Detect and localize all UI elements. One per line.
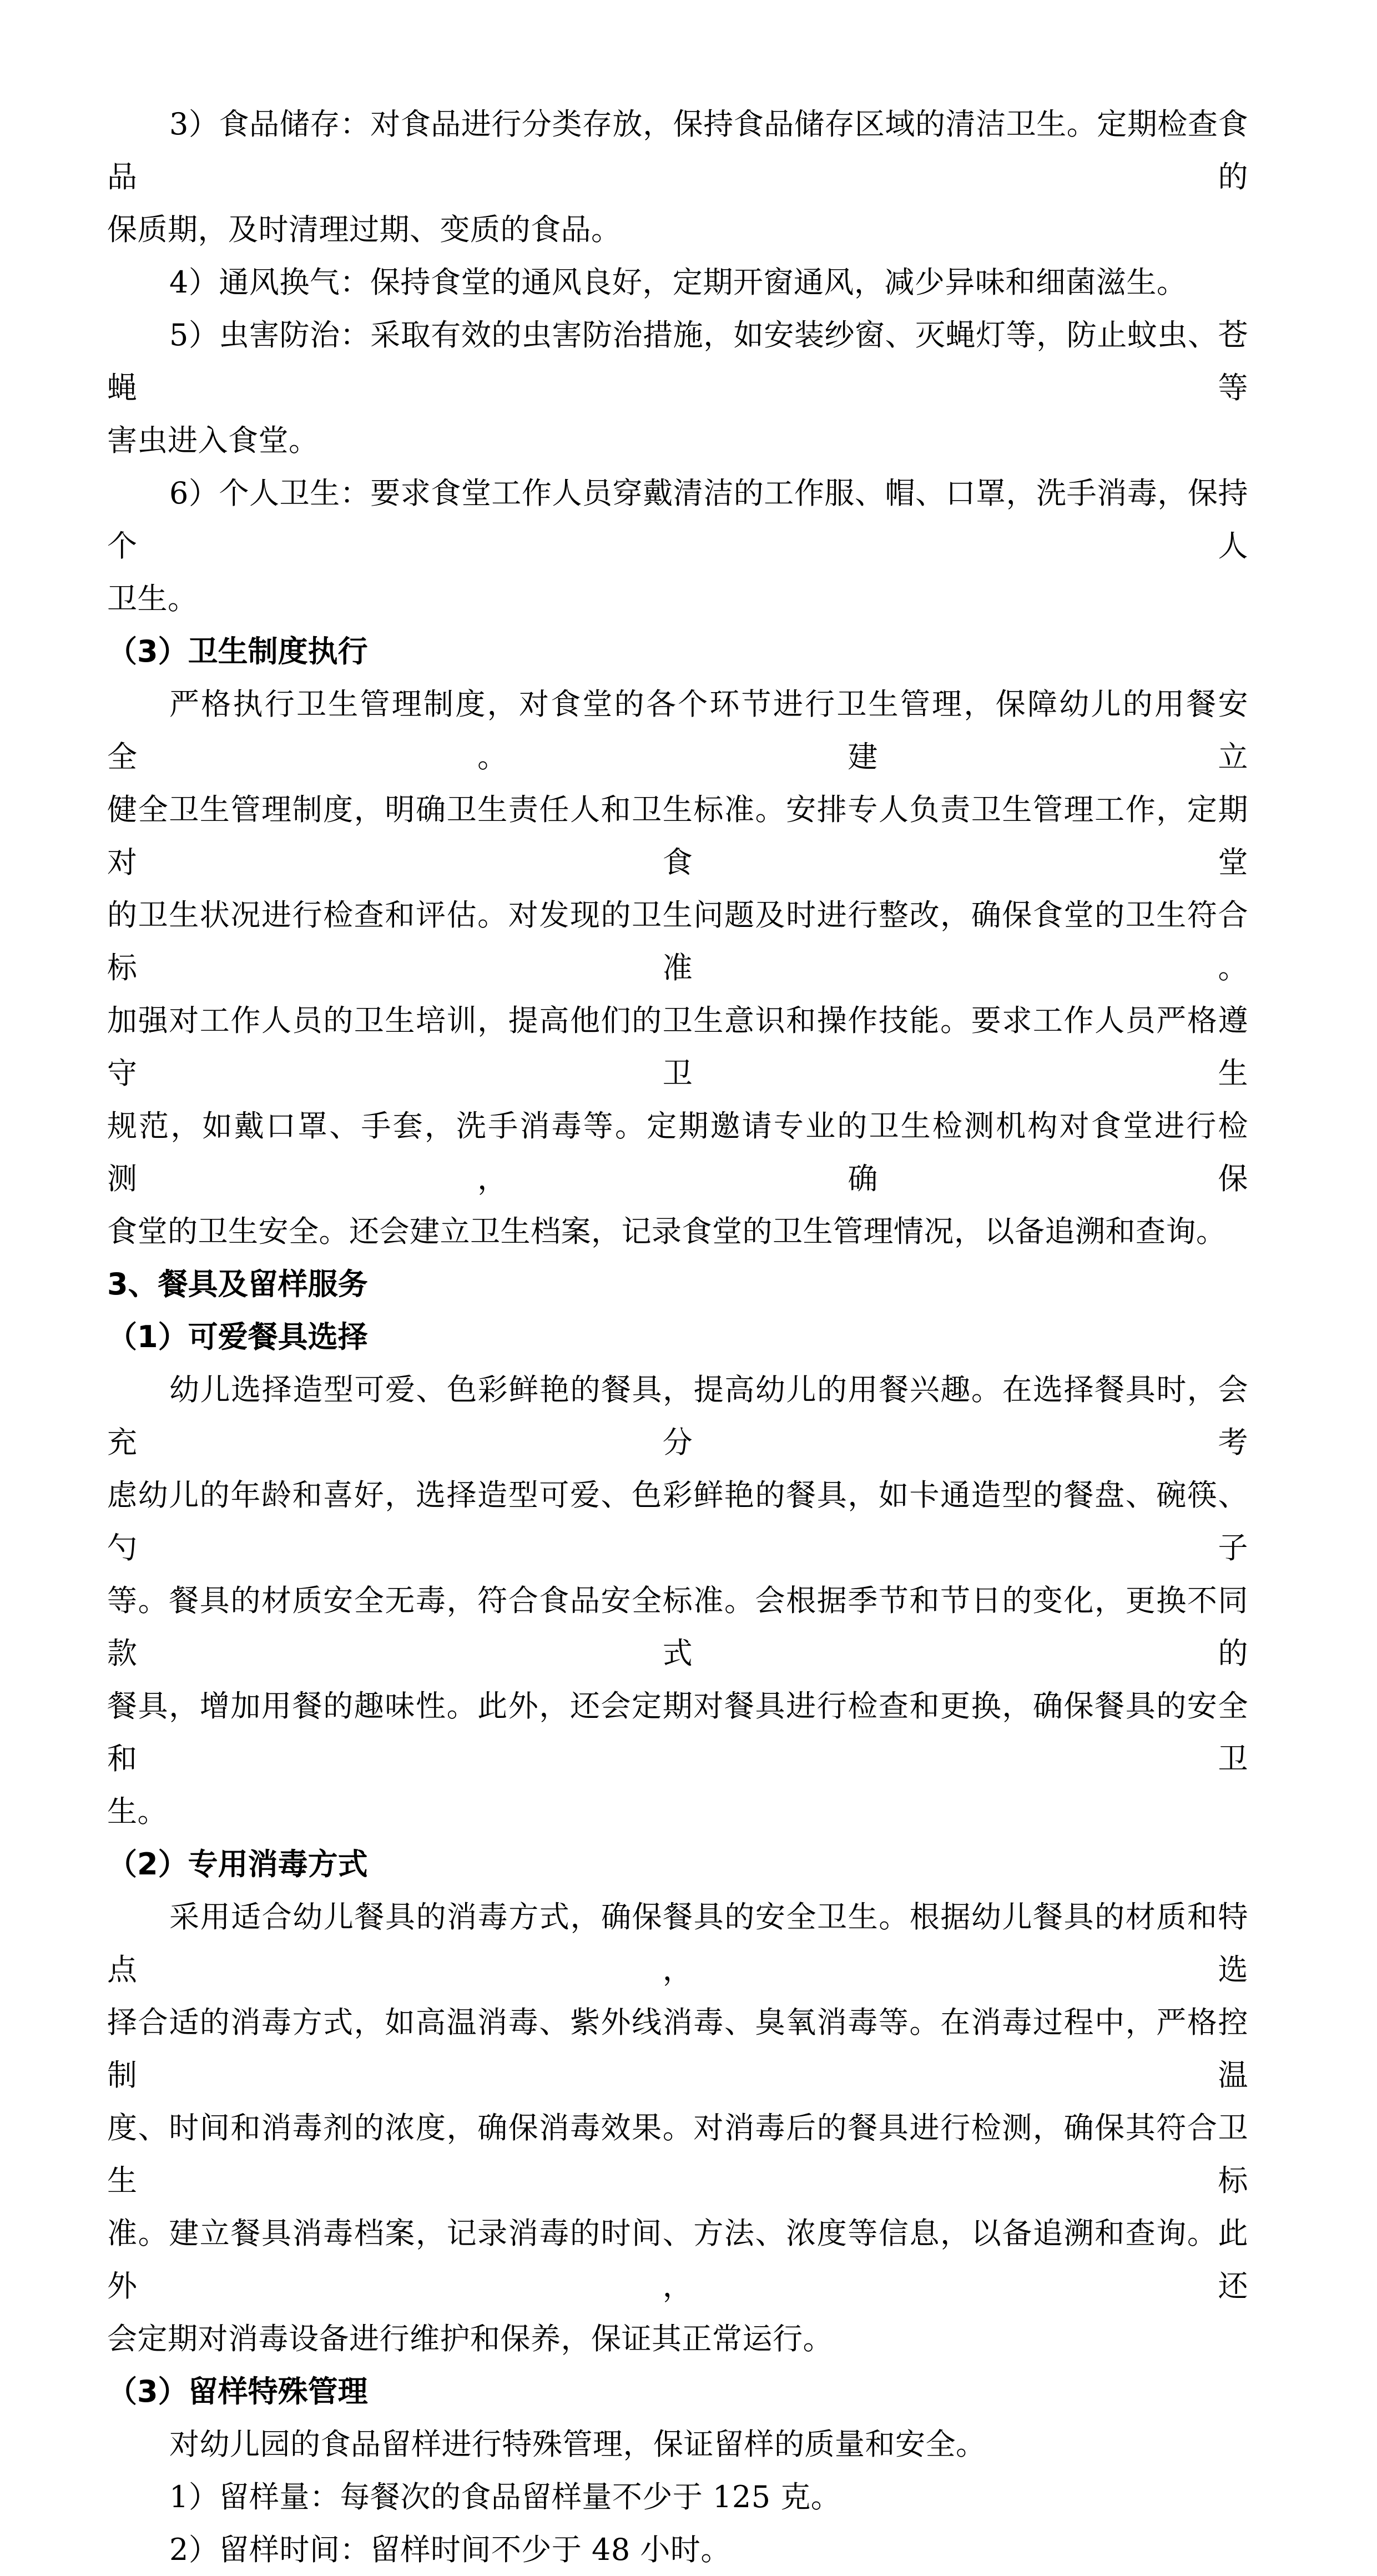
- paragraph-line: 生。: [107, 1794, 168, 1829]
- paragraph-line: 度、时间和消毒剂的浓度，确保消毒效果。对消毒后的餐具进行检测，确保其符合卫生标: [107, 2110, 1248, 2198]
- paragraph-line: 害虫进入食堂。: [107, 423, 319, 458]
- paragraph-line: 严格执行卫生管理制度，对食堂的各个环节进行卫生管理，保障幼儿的用餐安全。建立: [107, 687, 1248, 774]
- paragraph-line: 1）留样量：每餐次的食品留样量不少于 125 克。: [169, 2479, 841, 2514]
- paragraph-line: 保质期，及时清理过期、变质的食品。: [107, 212, 622, 247]
- paragraph-line: 6）个人卫生：要求食堂工作人员穿戴清洁的工作服、帽、口罩，洗手消毒，保持个人: [107, 476, 1248, 563]
- section-heading: （2）专用消毒方式: [107, 1847, 368, 1882]
- paragraph-line: 会定期对消毒设备进行维护和保养，保证其正常运行。: [107, 2321, 833, 2356]
- paragraph-line: 的卫生状况进行检查和评估。对发现的卫生问题及时进行整改，确保食堂的卫生符合标准。: [107, 898, 1248, 985]
- paragraph-line: 虑幼儿的年龄和喜好，选择造型可爱、色彩鲜艳的餐具，如卡通造型的餐盘、碗筷、勺子: [107, 1478, 1248, 1565]
- paragraph-line: 餐具，增加用餐的趣味性。此外，还会定期对餐具进行检查和更换，确保餐具的安全和卫: [107, 1688, 1248, 1776]
- paragraph-line: 2）留样时间：留样时间不少于 48 小时。: [169, 2532, 731, 2567]
- paragraph-line: 加强对工作人员的卫生培训，提高他们的卫生意识和操作技能。要求工作人员严格遵守卫生: [107, 1003, 1248, 1091]
- document-body: [107, 98, 1248, 2576]
- paragraph-line: 健全卫生管理制度，明确卫生责任人和卫生标准。安排专人负责卫生管理工作，定期对食堂: [107, 792, 1248, 880]
- paragraph-line: 食堂的卫生安全。还会建立卫生档案，记录食堂的卫生管理情况，以备追溯和查询。: [107, 1214, 1227, 1249]
- section-heading: 3、餐具及留样服务: [107, 1267, 368, 1302]
- section-heading: （1）可爱餐具选择: [107, 1319, 368, 1354]
- paragraph-line: 准。建立餐具消毒档案，记录消毒的时间、方法、浓度等信息，以备追溯和查询。此外，还: [107, 2216, 1248, 2303]
- section-heading: （3）卫生制度执行: [107, 634, 368, 669]
- paragraph-line: 3）食品储存：对食品进行分类存放，保持食品储存区域的清洁卫生。定期检查食品的: [107, 107, 1248, 194]
- paragraph-line: 采用适合幼儿餐具的消毒方式，确保餐具的安全卫生。根据幼儿餐具的材质和特点，选: [107, 1899, 1248, 1987]
- paragraph-line: 幼儿选择造型可爱、色彩鲜艳的餐具，提高幼儿的用餐兴趣。在选择餐具时，会充分考: [107, 1372, 1248, 1460]
- paragraph-line: 卫生。: [107, 581, 198, 616]
- paragraph-line: 对幼儿园的食品留样进行特殊管理，保证留样的质量和安全。: [169, 2427, 986, 2462]
- section-heading: （3）留样特殊管理: [107, 2374, 368, 2409]
- paragraph-line: 择合适的消毒方式，如高温消毒、紫外线消毒、臭氧消毒等。在消毒过程中，严格控制温: [107, 2005, 1248, 2093]
- paragraph-line: 规范，如戴口罩、手套，洗手消毒等。定期邀请专业的卫生检测机构对食堂进行检测，确保: [107, 1108, 1248, 1196]
- paragraph-line: 等。餐具的材质安全无毒，符合食品安全标准。会根据季节和节日的变化，更换不同款式的: [107, 1583, 1248, 1671]
- paragraph-line: 4）通风换气：保持食堂的通风良好，定期开窗通风，减少异味和细菌滋生。: [169, 265, 1187, 300]
- paragraph-line: 5）虫害防治：采取有效的虫害防治措施，如安装纱窗、灭蝇灯等，防止蚊虫、苍蝇等: [107, 317, 1248, 405]
